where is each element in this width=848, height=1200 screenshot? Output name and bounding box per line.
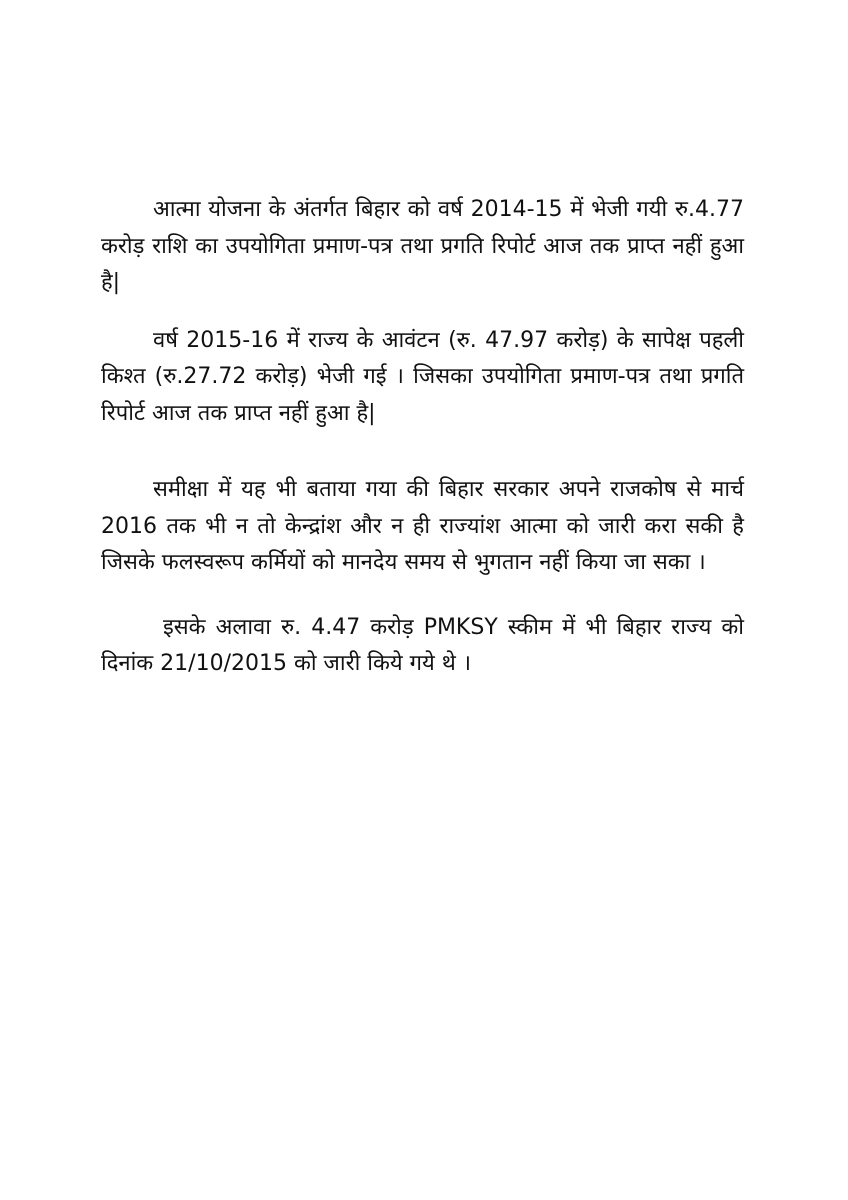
- paragraph-allocation-2015-16: वर्ष 2015-16 में राज्य के आवंटन (रु. 47.97 करोड़) के सापेक्ष पहली किश्त (रु.27.72 करोड़) भेजी गई । जिसका उपयोगिता प्रमाण-पत्र तथा प्रगति रिपोर्ट आज तक प्राप्त नहीं हुआ है|: [101, 327, 744, 426]
- document-body: [101, 192, 744, 683]
- paragraph-pmksy-release: इसके अलावा रु. 4.47 करोड़ PMKSY स्कीम में भी बिहार राज्य को दिनांक 21/10/2015 को जारी किये गये थे ।: [101, 614, 744, 676]
- paragraph-atma-utilization-2014-15: आत्मा योजना के अंतर्गत बिहार को वर्ष 2014-15 में भेजी गयी रु.4.77 करोड़ राशि का उपयोगिता प्रमाण-पत्र तथा प्रगति रिपोर्ट आज तक प्राप्त नहीं हुआ है|: [101, 197, 744, 295]
- paragraph-review-treasury: समीक्षा में यह भी बताया गया की बिहार सरकार अपने राजकोष से मार्च 2016 तक भी न तो केन्द्रांश और न ही राज्यांश आत्मा को जारी करा सकी है जिसके फलस्वरूप कर्मियों को मानदेय समय से भुगतान नहीं किया जा सका ।: [101, 477, 744, 575]
